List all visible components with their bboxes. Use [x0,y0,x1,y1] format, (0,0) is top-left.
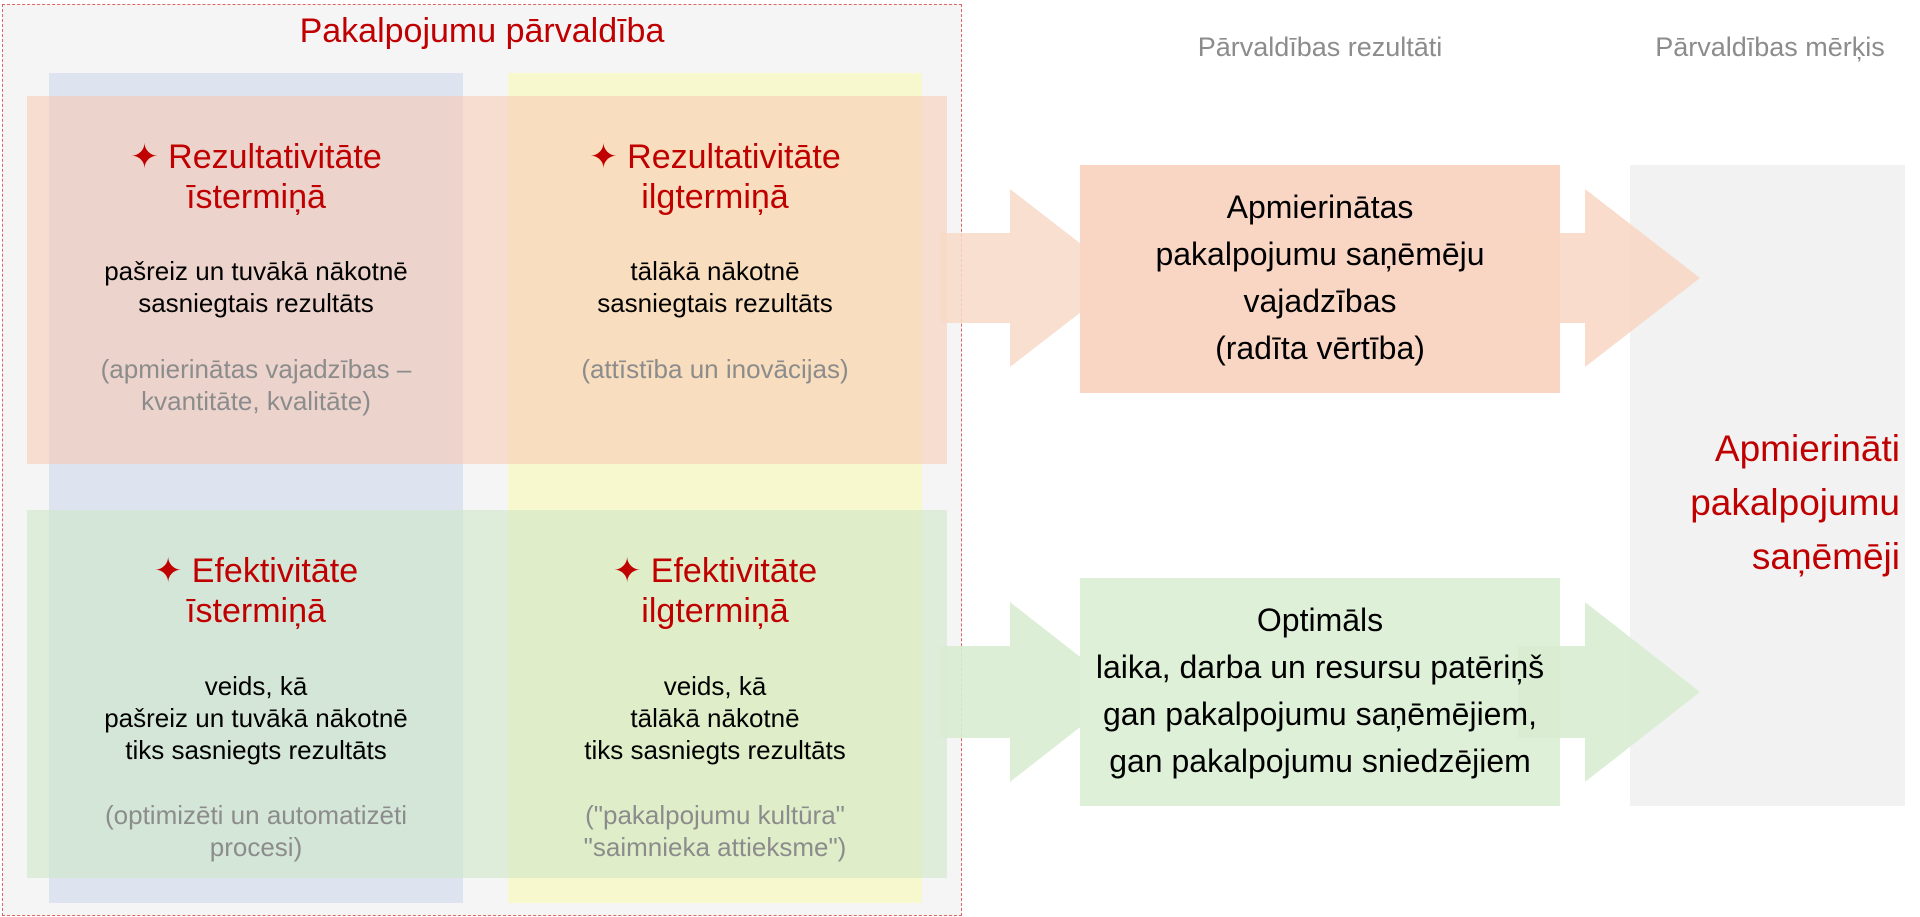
cell-title-line: ✦ Efektivitāte [153,552,359,590]
cell-title-line: ilgtermiņā [641,178,789,216]
cell-description-line: veids, kā [663,671,767,701]
result-top-line: pakalpojumu saņēmēju [1155,236,1485,272]
goals-heading: Pārvaldības mērķis [1655,32,1885,62]
cell-title-line: īstermiņā [186,592,326,630]
result-bottom-line: gan pakalpojumu sniedzējiem [1109,743,1531,779]
result-top-line: vajadzības [1243,283,1397,319]
cell-title-line: ilgtermiņā [641,592,789,630]
cell-title-line: īstermiņā [186,178,326,216]
management-title: Pakalpojumu pārvaldība [299,12,665,50]
cell-description-line: pašreiz un tuvākā nākotnē [104,703,408,733]
cell-description-line: tālākā nākotnē [630,703,800,733]
cell-title-line: ✦ Rezultativitāte [589,138,841,176]
cell-note-line: kvantitāte, kvalitāte) [141,386,371,416]
cell-title-line: ✦ Rezultativitāte [130,138,382,176]
cell-description-line: sasniegtais rezultāts [597,288,833,318]
result-bottom-line: Optimāls [1256,602,1384,638]
cell-note-line: ("pakalpojumu kultūra" [585,800,845,830]
cell-description-line: tiks sasniegts rezultāts [584,735,846,765]
results-heading: Pārvaldības rezultāti [1197,32,1443,62]
cell-description-line: sasniegtais rezultāts [138,288,374,318]
goal-text-line: pakalpojumu [1690,482,1900,523]
result-top-line: (radīta vērtība) [1215,330,1425,366]
goal-text-line: Apmierināti [1714,428,1900,469]
cell-description-line: veids, kā [204,671,308,701]
result-bottom-line: laika, darba un resursu patēriņš [1095,649,1545,685]
cell-note-line: procesi) [209,832,303,862]
result-top-line: Apmierinātas [1226,189,1414,225]
cell-title-line: ✦ Efektivitāte [612,552,818,590]
cell-description-line: tālākā nākotnē [630,256,800,286]
cell-note-line: (optimizēti un automatizēti [104,800,408,830]
cell-note-line: "saimnieka attieksme") [583,832,847,862]
goal-text-line: saņēmēji [1751,536,1900,577]
cell-description-line: tiks sasniegts rezultāts [125,735,387,765]
result-bottom-line: gan pakalpojumu saņēmējiem, [1102,696,1538,732]
cell-note-line: (attīstība un inovācijas) [581,354,849,384]
cell-note-line: (apmierinātas vajadzības – [100,354,412,384]
cell-description-line: pašreiz un tuvākā nākotnē [104,256,408,286]
